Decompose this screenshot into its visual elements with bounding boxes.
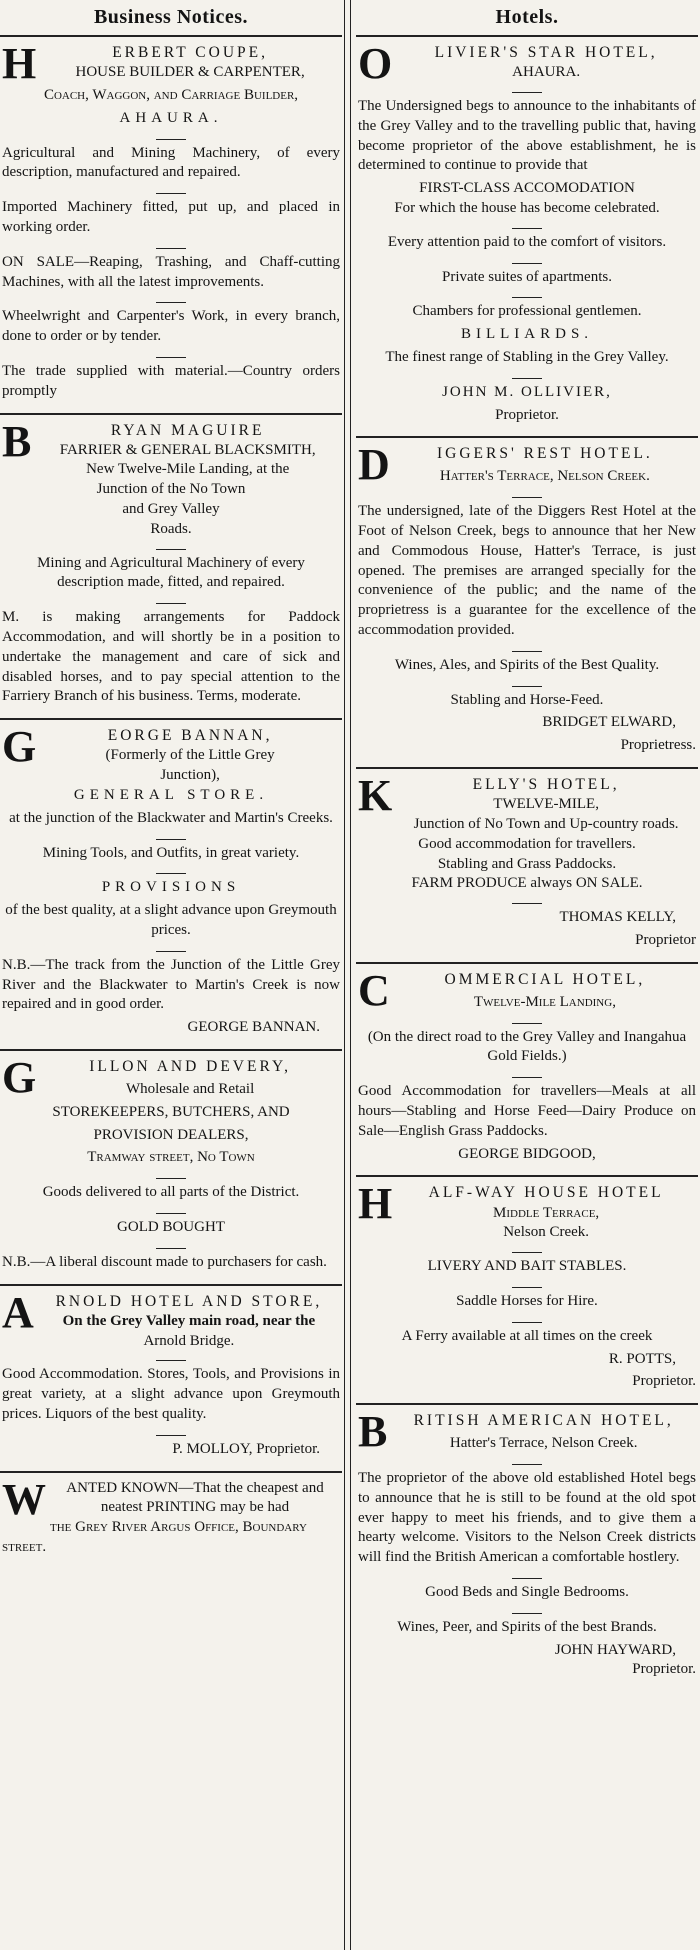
separator [358,679,696,688]
separator [358,1571,696,1580]
ad-text: Stabling and Horse-Feed. [450,691,604,708]
ad-text: LIVERY AND BAIT STABLES. [427,1258,627,1275]
ad-text: Mining and Agricultural Machinery of every description made, fitted, and repaired. [37,554,305,591]
separator [358,1606,696,1615]
drop-cap: O [358,39,393,88]
ad-signature: JOHN HAYWARD, [554,1641,676,1658]
ad-line: at the junction of the Blackwater and Martin's Creeks. [9,809,333,826]
drop-cap: H [358,1179,393,1229]
ad-text: Saddle Horses for Hire. [456,1292,598,1309]
ad-title: OMMERCIAL HOTEL, [444,970,646,988]
separator [2,186,340,195]
separator [2,350,340,359]
ad-title: ELLY'S HOTEL, [472,776,620,793]
separator [358,490,696,499]
separator [2,596,340,605]
ad-herbert-coupe [0,35,342,413]
ad-line: (Formerly of the Little Grey [105,747,275,764]
column-heading: Business Notices. [93,6,249,28]
column-heading: Hotels. [495,6,559,28]
ad-line: GENERAL STORE. [73,786,269,803]
drop-cap: B [2,416,32,466]
ad-signature: Proprietor. [632,1373,696,1390]
separator [358,256,696,265]
drop-cap: G [2,722,37,772]
ad-halfway-house-hotel [356,1175,698,1403]
ad-signature: Proprietor. [632,1661,696,1678]
separator [358,1245,696,1254]
ad-commercial-hotel [356,962,698,1176]
ad-line: New Twelve-Mile Landing, at the [86,461,290,478]
ad-text: the Grey River Argus Office, Boundary street. [2,1519,307,1555]
separator [358,221,696,230]
separator [358,1457,696,1466]
ad-olliviers-star-hotel [356,35,698,436]
drop-cap: K [358,771,393,820]
ad-text: The undersigned, late of the Diggers Rest Hotel at the Foot of Nelson Creek, begs to announce that her New and Commodous House, Hatter's Terrace, is just opened. The premises are arranged specially for the convenience of the public; and the name of the proprietress is a guarantee for the excellence of the accommodation provided. [358,503,696,639]
ad-diggers-rest-hotel [356,436,698,767]
separator [2,1206,340,1215]
ad-gillon-devery [0,1049,342,1284]
ad-british-american-hotel [356,1403,698,1688]
separator [2,295,340,304]
ad-line: TWELVE-MILE, [493,796,599,813]
separator [358,644,696,653]
ad-text: N.B.—A liberal discount made to purchasers for cash. [2,1253,327,1270]
ad-text: Private suites of apartments. [442,268,612,285]
separator [2,944,340,953]
ad-line: PROVISION DEALERS, [93,1126,249,1143]
ad-text: Goods delivered to all parts of the District. [42,1184,300,1201]
ad-text: Imported Machinery fitted, put up, and placed in working order. [2,199,340,235]
drop-cap: W [2,1474,46,1524]
ad-line: Hatter's Terrace, Nelson Creek. [439,468,650,485]
separator [2,1428,340,1437]
ad-text: The Undersigned begs to announce to the inhabitants of the Grey Valley and to the travelling public that, having become proprietor of the above establishment, he is determined to continue to provide that [358,97,696,174]
separator [358,371,696,380]
ad-arnold-hotel [0,1284,342,1471]
ad-title: ERBERT COUPE, [112,44,268,61]
ad-line: Wholesale and Retail [125,1081,255,1098]
ad-text: M. is making arrangements for Paddock Accommodation, and will shortly be in a position to undertake the management and care of sick and disabled horses, and to pay special attention to the Farriery Branch of his business. Terms, moderate. [2,609,340,705]
ad-text: Mining Tools, and Outfits, in great variety. [42,844,300,861]
ad-text: BILLIARDS. [460,326,594,343]
hotels-column [356,0,698,1950]
ad-wanted-known [0,1471,342,1566]
ad-text: The proprietor of the above old established Hotel begs to announce that he is still to be found at the old spot ever happy to meet his friends, and to give them a hearty welcome. Visitors to the Nelson Creek districts will find the British American a comfortable hostlery. [358,1470,696,1566]
ad-line: HOUSE BUILDER & CARPENTER, [75,64,305,81]
drop-cap: C [358,965,390,1015]
ad-line: Roads. [150,520,192,537]
separator [2,832,340,841]
separator [358,290,696,299]
separator [2,1241,340,1250]
ad-text: Good Accommodation. Stores, Tools, and Provisions in great variety, at a slight advance upon Greymouth prices. Liquors of the best quality. [2,1366,340,1422]
ad-signature: GEORGE BIDGOOD, [458,1145,596,1162]
drop-cap: G [2,1052,37,1102]
separator [358,1016,696,1025]
ad-text: A Ferry available at all times on the creek [401,1327,653,1344]
ad-line: Junction of the No Town [96,481,246,498]
ad-text: (On the direct road to the Grey Valley and Inangahua Gold Fields.) [367,1028,687,1065]
ad-town: AHAURA. [512,64,581,81]
ad-george-bannan [0,718,342,1049]
column-rule [344,0,345,1950]
ad-line: Tramway street, No Town [87,1149,255,1166]
separator [2,241,340,250]
drop-cap: H [2,39,37,88]
ad-title: RYAN MAGUIRE [110,421,265,439]
ad-text: of the best quality, at a slight advance upon Greymouth prices. [5,902,337,938]
ad-line: Middle Terrace, [493,1204,600,1221]
ad-line: Twelve-Mile Landing, [473,993,616,1010]
ad-line: FARM PRODUCE always ON SALE. [411,875,643,892]
separator [2,542,340,551]
ad-line: Arnold Bridge. [143,1332,235,1349]
separator [2,866,340,875]
ad-town: AHAURA. [119,109,223,126]
ad-text: ANTED KNOWN—That the cheapest and neatest PRINTING may be had [66,1479,324,1516]
ad-text: The trade supplied with material.—Country orders promptly [2,362,340,399]
ad-text: FIRST-CLASS ACCOMODATION [419,180,635,197]
ad-text: N.B.—The track from the Junction of the Little Grey River and the Blackwater to Martin's Creek is now repaired and in good order. [2,956,340,1013]
ad-line: Nelson Creek. [503,1224,590,1241]
separator [358,1070,696,1079]
ad-text: GOLD BOUGHT [117,1219,225,1236]
ad-title: EORGE BANNAN, [107,727,273,745]
separator [358,896,696,905]
drop-cap: D [358,440,390,490]
ad-signature: R. POTTS, [608,1350,676,1367]
separator [2,1171,340,1180]
ad-line: FARRIER & GENERAL BLACKSMITH, [59,441,316,458]
ad-line: Good accommodation for travellers. [418,835,636,852]
ad-bryan-maguire [0,413,342,719]
ad-title: IGGERS' REST HOTEL. [436,445,653,463]
ad-line: STOREKEEPERS, BUTCHERS, AND [52,1103,290,1120]
ad-signature: THOMAS KELLY, [559,909,676,926]
ad-text: Chambers for professional gentlemen. [412,303,642,320]
ad-text: Every attention paid to the comfort of visitors. [387,233,667,250]
ad-line: Stabling and Grass Paddocks. [437,855,617,872]
ad-kellys-hotel [356,767,698,962]
ad-signature: Proprietress. [620,737,696,754]
separator [358,85,696,94]
ad-line: Hatter's Terrace, Nelson Creek. [449,1435,638,1452]
separator [358,1280,696,1289]
ad-signature: Proprietor [635,931,696,948]
separator [2,1353,340,1362]
ad-line: Coach, Waggon, and Carriage Builder, [43,86,299,103]
ad-line: Junction of No Town and Up-country roads. [413,815,679,832]
ad-text: PROVISIONS [101,879,241,896]
ad-text: Good Beds and Single Bedrooms. [425,1584,629,1601]
ad-signature: Proprietor. [495,406,559,423]
ad-text: The finest range of Stabling in the Grey Valley. [385,348,669,365]
ad-signature: GEORGE BANNAN. [187,1019,320,1036]
drop-cap: A [2,1287,34,1337]
ad-text: Agricultural and Mining Machinery, of every description, manufactured and repaired. [2,144,340,181]
ad-signature: JOHN M. OLLIVIER, [442,383,612,400]
ad-text: Wines, Peer, and Spirits of the best Brands. [397,1618,657,1635]
ad-line: On the Grey Valley main road, near the [62,1312,316,1329]
ad-text: For which the house has become celebrated. [394,199,660,216]
ad-title: ILLON AND DEVERY, [89,1057,292,1075]
ad-text: ON SALE—Reaping, Trashing, and Chaff-cutting Machines, with all the latest improvements. [2,253,340,290]
ad-text: Wheelwright and Carpenter's Work, in every branch, done to order or by tender. [2,308,340,345]
ad-title: LIVIER'S STAR HOTEL, [434,44,658,61]
ad-text: Good Accommodation for travellers—Meals at all hours—Stabling and Horse Feed—Dairy Produce on Sale—English Grass Paddocks. [358,1083,696,1139]
ad-title: ALF-WAY HOUSE HOTEL [428,1184,664,1202]
ad-line: Junction), [160,767,220,784]
separator [358,1315,696,1324]
drop-cap: B [358,1407,388,1457]
ad-title: RNOLD HOTEL AND STORE, [55,1292,323,1310]
ad-text: Wines, Ales, and Spirits of the Best Quality. [394,656,660,673]
business-notices-column [0,0,342,1950]
separator [2,132,340,141]
ad-signature: P. MOLLOY, Proprietor. [172,1440,320,1457]
column-rule [350,0,351,1950]
ad-line: and Grey Valley [122,501,220,518]
ad-signature: BRIDGET ELWARD, [542,714,676,731]
ad-title: RITISH AMERICAN HOTEL, [413,1412,674,1430]
